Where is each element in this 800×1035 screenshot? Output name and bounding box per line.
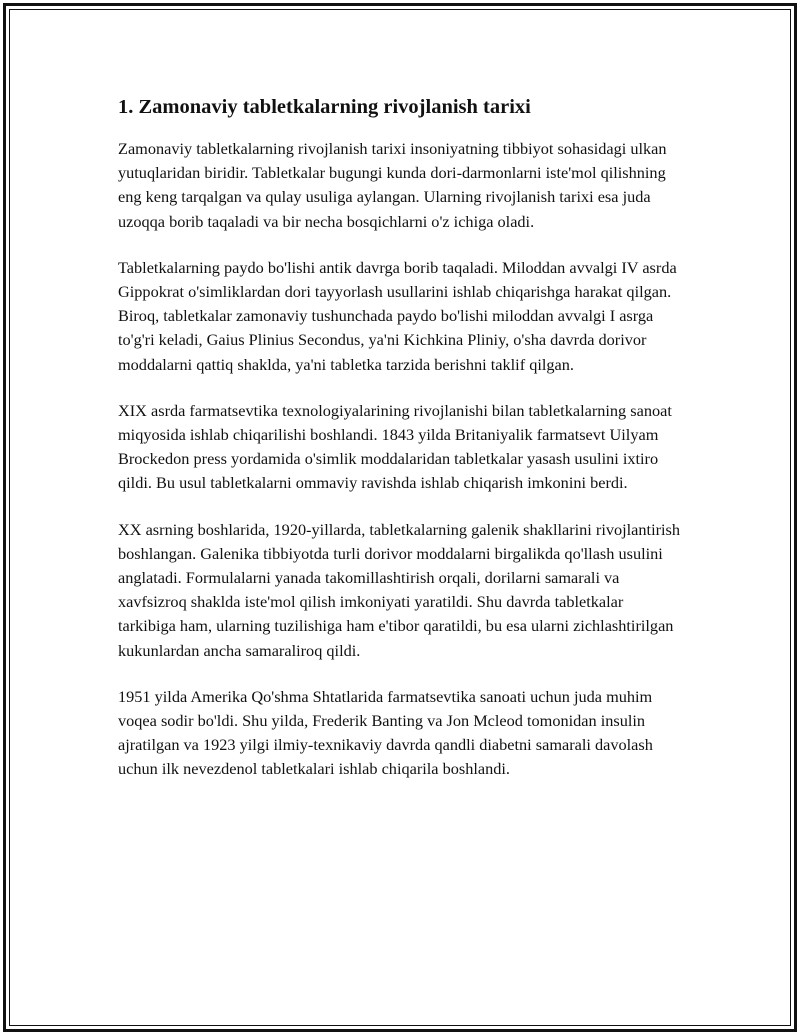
paragraph-4: XX asrning boshlarida, 1920-yillarda, tabletkalarning galenik shakllarini rivojlantirish boshlangan. Galenika tibbiyotda turli dorivor moddalarni birgalikda qo'llash usulini anglatadi. Formulalarni yanada takomillashtirish orqali, dorilarni samarali va xavfsizroq shaklda iste'mol qilish imkoniyati yaratildi. Shu davrda tabletkalar tarkibiga ham, ularning tuzilishiga ham e'tibor qaratildi, bu esa ularni zichlashtirilgan kukunlardan ancha samaraliroq qildi. — [118, 519, 681, 660]
document-body — [118, 93, 684, 804]
section-heading: 1. Zamonaviy tabletkalarning rivojlanish tarixi — [118, 96, 531, 118]
paragraph-5: 1951 yilda Amerika Qo'shma Shtatlarida farmatsevtika sanoati uchun juda muhim voqea sodir bo'ldi. Shu yilda, Frederik Banting va Jon Mcleod tomonidan insulin ajratilgan va 1923 yilgi ilmiy-texnikaviy davrda qandli diabetni samarali davolash uchun ilk nevezdenol tabletkalari ishlab chiqarila boshlandi. — [118, 686, 653, 779]
paragraph-1: Zamonaviy tabletkalarning rivojlanish tarixi insoniyatning tibbiyot sohasidagi ulkan yutuqlaridan biridir. Tabletkalar bugungi kunda dori-darmonlarni iste'mol qilishning eng keng tarqalgan va qulay usuliga aylangan. Ularning rivojlanish tarixi esa juda uzoqqa borib taqaladi va bir necha bosqichlarni o'z ichiga oladi. — [118, 139, 667, 231]
paragraph-2: Tabletkalarning paydo bo'lishi antik davrga borib taqaladi. Miloddan avvalgi IV asrda Gippokrat o'simliklardan dori tayyorlash usullarini ishlab chiqarishga harakat qilgan. Biroq, tabletkalar zamonaviy tushunchada paydo bo'lishi miloddan avvalgi I asrga to'g'ri keladi, Gaius Plinius Secondus, ya'ni Kichkina Pliniy, o'sha davrda dorivor moddalarni qattiq shaklda, ya'ni tabletka tarzida berishni taklif qilgan. — [118, 257, 677, 374]
paragraph-3: XIX asrda farmatsevtika texnologiyalarining rivojlanishi bilan tabletkalarning sanoat miqyosida ishlab chiqarilishi boshlandi. 1843 yilda Britaniyalik farmatsevt Uilyam Brockedon press yordamida o'simlik moddalaridan tabletkalar yasash usulini ixtiro qildi. Bu usul tabletkalarni ommaviy ravishda ishlab chiqarish imkonini berdi. — [118, 400, 672, 493]
